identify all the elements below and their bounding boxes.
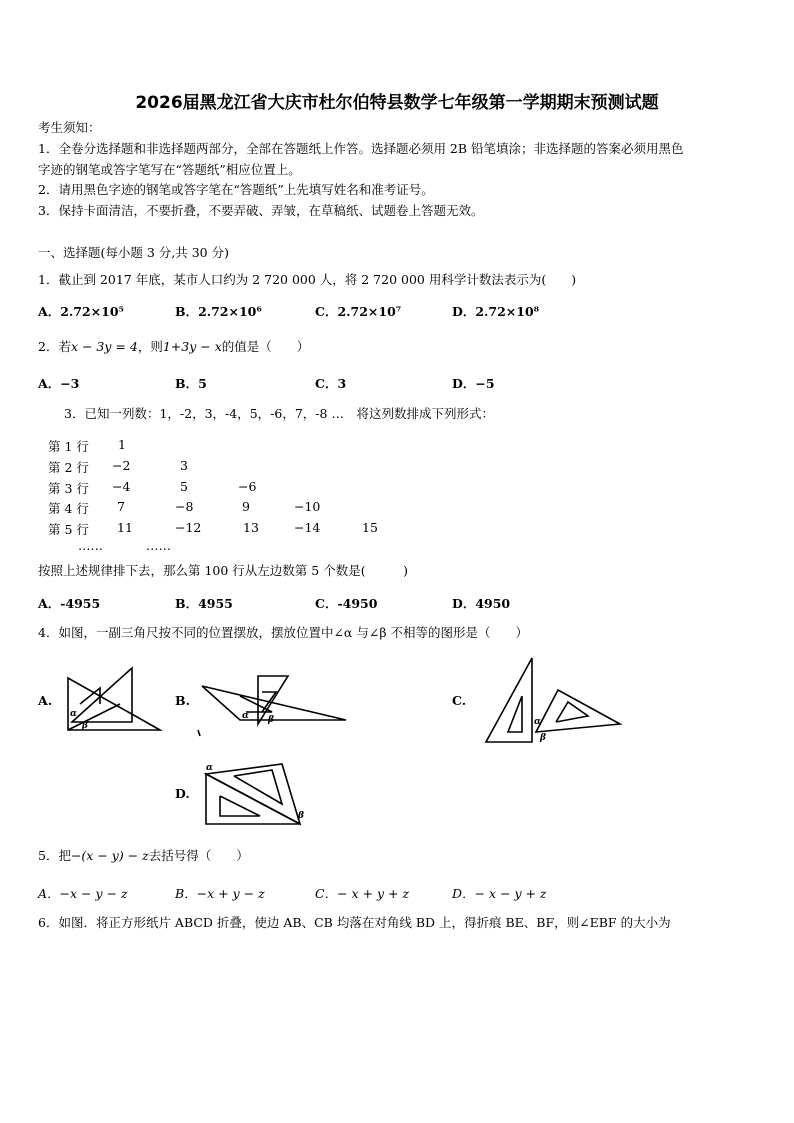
q3-option-b: B．4955 [175,596,233,611]
q3-row-value: −4 [112,479,131,494]
q2-expression-1: x − 3y = 4 [70,339,138,354]
alpha-label: α [206,763,213,773]
q2-expression-2: 1+3y − x [162,339,222,354]
q1-stem: 1．截止到 2017 年底，某市人口约为 2 720 000 人，将 2 720 000 用科学计数法表示为( ) [38,272,577,287]
q3-row-value: −14 [294,520,321,535]
q5-option-d: D．− x − y + z [452,886,547,901]
q3-option-a: A．-4955 [38,596,101,611]
q3-row-value: 5 [180,479,188,494]
beta-label: β [268,715,274,725]
q4-figure-a [60,664,170,736]
q1-option-a: A．2.72×10⁵ [38,304,124,319]
q3-ellipsis: …… [78,538,103,553]
q2-prefix: 2．若 [38,339,71,354]
q5-stem [38,847,249,865]
q2-option-a: A．−3 [38,376,80,391]
q5-option-b: B．−x + y − z [175,886,265,901]
q1-option-b: B．2.72×10⁶ [175,304,262,319]
q3-row-label: 第 2 行 [48,460,89,475]
q3-option-c: C．-4950 [315,596,378,611]
q6-stem: 6．如图．将正方形纸片 ABCD 折叠，使边 AB、CB 均落在对角线 BD 上，得折痕 BE、BF，则∠EBF 的大小为 [38,915,671,930]
q3-row-value: −8 [175,499,194,514]
notice-item-1-cont: 字迹的钢笔或答字笔写在“答题纸”相应位置上。 [38,162,301,177]
q4-label-c: C. [452,693,467,708]
q3-option-d: D．4950 [452,596,511,611]
q4-figure-c [484,656,624,748]
q3-row-label: 第 4 行 [48,501,89,516]
q4-figure-d [200,760,310,832]
q3-row-value: 11 [117,520,133,535]
q5-expression: −(x − y) − z [70,848,149,863]
q4-label-a: A. [38,693,53,708]
notice-item-3: 3．保持卡面清洁，不要折叠，不要弄破、弄皱，在草稿纸、试题卷上答题无效。 [38,203,484,218]
q5-option-c: C．− x + y + z [315,886,410,901]
q2-option-d: D．−5 [452,376,495,391]
q3-row-value: −6 [238,479,257,494]
q3-row-value: 7 [117,499,125,514]
beta-label: β [540,733,546,743]
q3-row-value: 13 [243,520,259,535]
q2-option-c: C．3 [315,376,347,391]
q5-option-a: A．−x − y − z [38,886,128,901]
notice-heading: 考生须知： [38,120,101,135]
notice-item-1: 1．全卷分选择题和非选择题两部分，全部在答题纸上作答。选择题必须用 2B 铅笔填涂；非选择题的答案必须用黑色 [38,141,684,156]
q3-row-value: −10 [294,499,321,514]
q3-stem: 3．已知一列数：1，-2，3，-4，5，-6，7，-8 … 将这列数排成下列形式： [64,406,494,421]
q3-row-value: −12 [175,520,202,535]
q3-row-value: −2 [112,458,131,473]
q4-label-d: D. [175,786,190,801]
q3-row-label: 第 5 行 [48,522,89,537]
q2-option-b: B．5 [175,376,207,391]
beta-label: β [298,811,304,821]
q3-question: 按照上述规律排下去，那么第 100 行从左边数第 5 个数是( ) [38,563,408,578]
alpha-label: α [70,709,77,719]
page-title: 2026届黑龙江省大庆市杜尔伯特县数学七年级第一学期期末预测试题 [135,93,659,113]
q3-row-label: 第 3 行 [48,481,89,496]
q1-option-d: D．2.72×10⁸ [452,304,540,319]
q4-stem: 4．如图，一副三角尺按不同的位置摆放，摆放位置中∠α 与∠β 不相等的图形是（ ） [38,625,529,640]
q1-option-c: C．2.72×10⁷ [315,304,402,319]
section-heading: 一、选择题(每小题 3 分,共 30 分) [38,245,229,260]
q3-row-value: 1 [118,437,126,452]
q3-ellipsis: …… [146,538,171,553]
alpha-label: α [534,717,541,727]
q2-suffix: 的值是（ ） [221,339,310,354]
notice-item-2: 2．请用黑色字迹的钢笔或答字笔在“答题纸”上先填写姓名和准考证号。 [38,182,434,197]
q3-row-value: 15 [362,520,378,535]
q4-label-b: B. [175,693,190,708]
q5-prefix: 5．把 [38,848,71,863]
q3-row-value: 3 [180,458,188,473]
q4-figure-b [198,666,348,736]
q3-row-value: 9 [242,499,250,514]
beta-label: β [82,721,88,731]
q2-mid: ，则 [137,339,163,354]
q5-suffix: 去括号得（ ） [148,848,249,863]
alpha-label: α [242,711,249,721]
q3-row-label: 第 1 行 [48,439,89,454]
q2-stem [38,338,309,356]
